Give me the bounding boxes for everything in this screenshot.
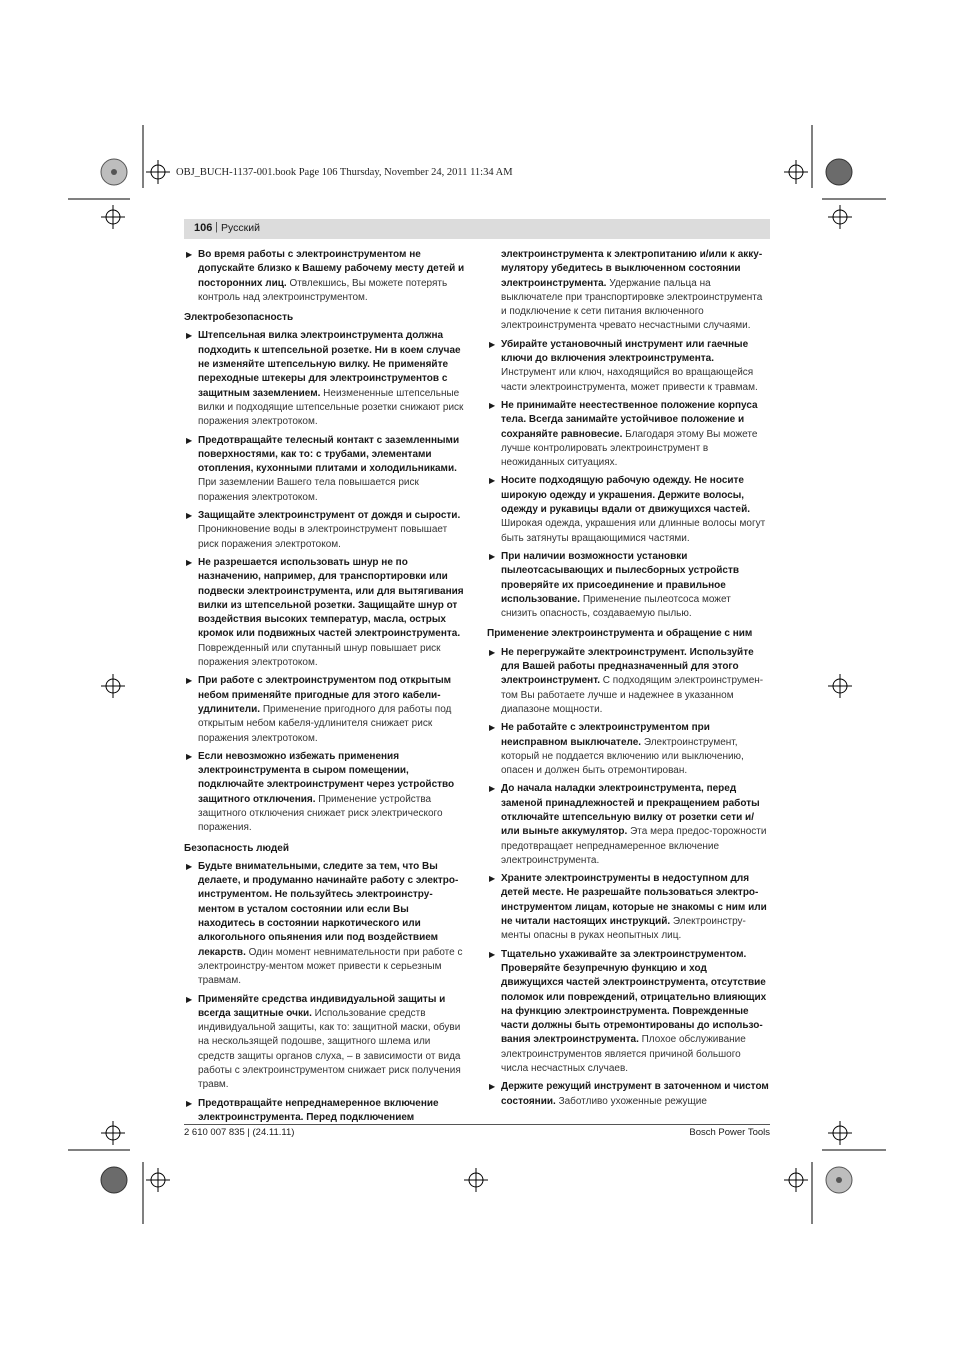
safety-item-normal-text: Инструмент или ключ, находящийся во вращающейся части электроинструмента, может привести к травмам. xyxy=(501,367,758,393)
bullet-triangle-icon: ▶ xyxy=(186,676,193,686)
safety-item-normal-text: Заботливо ухоженные режущие xyxy=(555,1095,707,1107)
safety-item-normal-text: Применение устройства защитного отключения снижает риск электрического поражения. xyxy=(198,793,443,834)
safety-item xyxy=(487,474,769,545)
safety-item-normal-text: Эта мера предос-торожности предотвращает непреднамеренное включение электроинструмента. xyxy=(501,826,767,866)
safety-item-bold-text: Убирайте установочный инструмент или гаечные ключи до включения электроинструмента. xyxy=(501,338,749,365)
safety-item xyxy=(487,646,769,717)
bullet-triangle-icon: ▶ xyxy=(186,861,193,871)
safety-item xyxy=(487,338,769,395)
bullet-triangle-icon: ▶ xyxy=(489,476,496,486)
safety-item xyxy=(487,948,769,1077)
footer-brand: Bosch Power Tools xyxy=(689,1127,770,1138)
section-heading: Безопасность людей xyxy=(184,842,289,854)
safety-item-bold-text: Тщательно ухаживайте за электроинструментом. Проверяйте безупречную функцию и ход движущихся частей электроинструмента, отсутствие поломок или повреждений, отрицательно влияющих на функцию электроинструмента. Поврежденные части должны быть отремонтированы до использо-вания электроинструмента. xyxy=(501,948,767,1046)
bullet-triangle-icon: ▶ xyxy=(489,339,496,349)
right-column xyxy=(487,248,769,1113)
safety-item-normal-text: Плохое обслуживание электроинструментов является причиной большого числа несчастных случаев. xyxy=(501,1034,746,1075)
footer-doc-number: 2 610 007 835 | (24.11.11) xyxy=(184,1127,295,1138)
safety-item xyxy=(184,674,466,745)
safety-item-normal-text: Неизмененные штепсельные вилки и подходящие штепсельные розетки снижают риск поражения электротоком. xyxy=(198,387,464,428)
bullet-triangle-icon: ▶ xyxy=(489,723,496,733)
safety-item-normal-text: Отвлекшись, Вы можете потерять контроль над электроинструментом. xyxy=(198,277,448,303)
bullet-triangle-icon: ▶ xyxy=(186,331,193,341)
bullet-triangle-icon: ▶ xyxy=(186,250,193,259)
safety-item-bold-text: Предотвращайте телесный контакт с заземленными поверхностями, как то: с трубами, элементами отопления, кухонными плитами и холодильниками. xyxy=(198,434,460,475)
safety-item-bold-text: электроинструмента к электропитанию и/или к акку-мулятору убедитесь в выключенном состоянии электроинструмента. xyxy=(501,249,763,289)
safety-item-bold-text: До начала наладки электроинструмента, перед заменой принадлежностей и прекращением работы отключайте штепсельную вилку от розетки сети и/или выньте аккумулятор. xyxy=(501,783,760,838)
bullet-triangle-icon: ▶ xyxy=(186,511,193,521)
safety-item xyxy=(184,248,466,305)
continued-safety-item xyxy=(487,248,769,334)
safety-item-bold-text: Не работайте с электроинструментом при неисправном выключателе. xyxy=(501,722,710,748)
safety-item xyxy=(487,721,769,778)
safety-item-bold-text: Носите подходящую рабочую одежду. Не носите широкую одежду и украшения. Держите волосы, одежду и рукавицы вдали от движущихся частей. xyxy=(501,475,750,516)
safety-item-normal-text: С подходящим электроинструмен-том Вы работаете лучше и надежнее в указанном диапазоне мощности. xyxy=(501,675,764,715)
safety-item-bold-text: Не перегружайте электроинструмент. Используйте для Вашей работы предназначенный для этого электроинструмент. xyxy=(501,646,754,687)
bullet-triangle-icon: ▶ xyxy=(489,551,496,561)
safety-item-normal-text: Применение пылеотсоса может снизить опасность, создаваемую пылью. xyxy=(501,593,731,620)
safety-item xyxy=(184,509,466,552)
safety-item-bold-text: При работе с электроинструментом под открытым небом применяйте пригодные для этого кабели-удлинители. xyxy=(198,675,452,715)
bullet-triangle-icon: ▶ xyxy=(489,784,496,794)
safety-item-normal-text: Широкая одежда, украшения или длинные волосы могут быть затянуты вращающимися частями. xyxy=(501,518,766,544)
safety-item xyxy=(487,782,769,868)
safety-item-bold-text: Будьте внимательными, следите за тем, что Вы делаете, и продуманно начинайте работу с электро-инструментом. Не пользуйтесь электроинстру-ментом в усталом состоянии или если Вы находитесь в состоянии наркотического или алкогольного опьянения или под воздействием лекарств. xyxy=(198,860,459,958)
safety-item-bold-text: При наличии возможности установки пылеотсасывающих и пылесборных устройств проверяйте их присоединение и правильное использование. xyxy=(501,550,740,605)
safety-item-bold-text: Защищайте электроинструмент от дождя и сырости. xyxy=(198,510,461,522)
bullet-triangle-icon: ▶ xyxy=(186,751,193,761)
safety-item-normal-text: Электроинструмент, который не поддается включению или выключению, опасен и должен быть отремонтирован. xyxy=(501,736,744,777)
section-heading: Электробезопасность xyxy=(184,312,294,324)
footer-rule xyxy=(184,1124,770,1125)
safety-item-normal-text: Проникновение воды в электроинструмент повышает риск поражения электротоком. xyxy=(198,524,448,550)
safety-item-bold-text: Штепсельная вилка электроинструмента должна подходить к штепсельной розетке. Ни в коем случае не изменяйте штепсельную вилку. Не применяйте переходные штекеры для электроинструментов с защитным заземлением. xyxy=(198,330,461,399)
safety-item xyxy=(184,993,466,1093)
page-header xyxy=(184,219,770,239)
safety-item xyxy=(487,872,769,943)
safety-item-bold-text: Предотвращайте непреднамеренное включение электроинструмента. Перед подключением xyxy=(198,1097,439,1123)
safety-item xyxy=(184,750,466,836)
print-info-line: OBJ_BUCH-1137-001.book Page 106 Thursday, November 24, 2011 11:34 AM xyxy=(176,167,513,178)
bullet-triangle-icon: ▶ xyxy=(489,949,496,959)
bullet-triangle-icon: ▶ xyxy=(489,400,496,410)
bullet-triangle-icon: ▶ xyxy=(186,994,193,1004)
safety-item-bold-text: Если невозможно избежать применения электроинструмента в сыром помещении, подключайте электроинструмент через устройство защитного отключения. xyxy=(198,750,455,805)
safety-item-bold-text: Не разрешается использовать шнур не по назначению, например, для транспортировки или подвески электроинструмента, или для вытягивания вилки из штепсельной розетки. Защищайте шнур от воздействия высоких температур, масла, острых кромок или подвижных частей электроинструмента. xyxy=(198,556,464,640)
safety-item xyxy=(184,1097,466,1126)
bullet-triangle-icon: ▶ xyxy=(186,1098,193,1108)
safety-item xyxy=(184,556,466,670)
safety-item-bold-text: Не принимайте неестественное положение корпуса тела. Всегда занимайте устойчивое положение и сохраняйте равновесие. xyxy=(501,399,758,440)
safety-item-normal-text: Использование средств индивидуальной защиты, как то: защитной маски, обуви на нескользящей подошве, защитного шлема или средств защиты органов слуха, – в зависимости от вида работы с электроинструментом снижает риск получения травм. xyxy=(198,1007,461,1091)
section-heading: Применение электроинструмента и обращение с ним xyxy=(487,628,753,640)
safety-item-normal-text: Применение пригодного для работы под открытым небом кабеля-удлинителя снижает риск поражения электротоком. xyxy=(198,703,452,744)
safety-item-normal-text: Благодаря этому Вы можете лучше контролировать электроинструмент в неожиданных ситуациях. xyxy=(501,428,758,469)
safety-item xyxy=(184,860,466,989)
safety-item-normal-text: Поврежденный или спутанный шнур повышает риск поражения электротоком. xyxy=(198,642,441,669)
bullet-triangle-icon: ▶ xyxy=(186,435,193,445)
safety-item-bold-text: Во время работы с электроинструментом не допускайте близко к Вашему рабочему месту детей и посторонних лиц. xyxy=(198,249,465,289)
safety-item-normal-text: Электроинстру-менты опасны в руках неопытных лиц. xyxy=(501,916,746,942)
safety-item xyxy=(184,329,466,429)
bullet-triangle-icon: ▶ xyxy=(489,874,496,884)
safety-item-bold-text: Применяйте средства индивидуальной защиты и всегда защитные очки. xyxy=(198,993,446,1019)
bullet-triangle-icon: ▶ xyxy=(186,557,193,567)
page-number: 106 xyxy=(194,222,213,234)
header-language: Русский xyxy=(221,222,260,234)
left-column xyxy=(184,248,466,1129)
safety-item-normal-text: При заземлении Вашего тела повышается риск поражения электротоком. xyxy=(198,477,419,503)
safety-item xyxy=(487,1080,769,1109)
safety-item-normal-text: Один момент невнимательности при работе с электроинстру-ментом может привести к серьезным травмам. xyxy=(198,946,463,987)
safety-item xyxy=(184,434,466,505)
bullet-triangle-icon: ▶ xyxy=(489,1082,496,1092)
safety-item-normal-text: Удержание пальца на выключателе при транспортировке электроинструмента и подключение к сети питания включенного электроинструмента чревато несчастными случаями. xyxy=(501,277,763,332)
bullet-triangle-icon: ▶ xyxy=(489,647,496,657)
header-separator: | xyxy=(215,221,218,233)
safety-item xyxy=(487,550,769,621)
safety-item xyxy=(487,399,769,470)
safety-item-bold-text: Храните электроинструменты в недоступном для детей месте. Не разрешайте пользоваться электро-инструментом лицам, которые не знакомы с ним или не читали настоящих инструкций. xyxy=(501,873,767,928)
safety-item-bold-text: Держите режущий инструмент в заточенном и чистом состоянии. xyxy=(501,1081,769,1107)
